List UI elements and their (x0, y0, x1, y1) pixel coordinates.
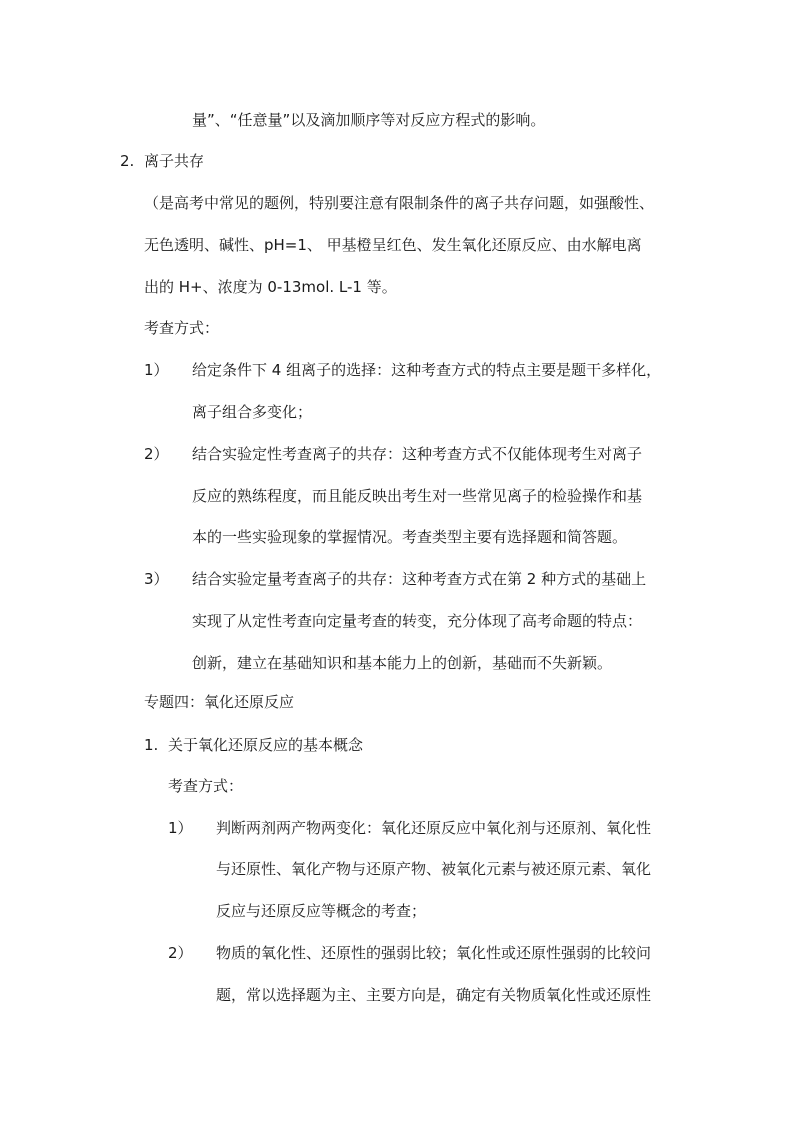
text-line: 反应与还原反应等概念的考查； (216, 902, 427, 920)
list-item-text: 判断两剂两产物两变化：氧化还原反应中氧化剂与还原剂、氧化性 (216, 819, 652, 837)
text-line: 实现了从定性考查向定量考查的转变，充分体现了高考命题的特点： (192, 612, 643, 630)
list-number: 3） (144, 570, 169, 588)
text-line: 题，常以选择题为主、主要方向是，确定有关物质氧化性或还原性 (216, 986, 652, 1004)
list-number: 1. (144, 736, 159, 754)
text-line: 本的一些实验现象的掌握情况。考查类型主要有选择题和简答题。 (192, 528, 628, 546)
text-line: （是高考中常见的题例，特别要注意有限制条件的离子共存问题，如强酸性、 (144, 194, 655, 212)
text-line: 反应的熟练程度，而且能反映出考生对一些常见离子的检验操作和基 (192, 487, 643, 505)
section-heading: 专题四：氧化还原反应 (144, 693, 295, 711)
text-line: 离子组合多变化； (192, 403, 313, 421)
text-line: 出的 H+、浓度为 0-13mol. L-1 等。 (144, 278, 397, 296)
text-line: 创新，建立在基础知识和基本能力上的创新，基础而不失新颖。 (192, 654, 613, 672)
text-line: 考查方式： (168, 777, 244, 795)
list-item-text: 物质的氧化性、还原性的强弱比较；氧化性或还原性强弱的比较问 (216, 944, 652, 962)
list-number: 1） (168, 819, 193, 837)
list-item-text: 结合实验定量考查离子的共存：这种考查方式在第 2 种方式的基础上 (192, 570, 647, 588)
text-line: 量”、“任意量”以及滴加顺序等对反应方程式的影响。 (192, 111, 546, 129)
text-line: 考查方式： (144, 319, 220, 337)
text-line: 无色透明、碱性、pH=1、 甲基橙呈红色、发生氧化还原反应、由水解电离 (144, 236, 642, 254)
list-number: 2） (168, 944, 193, 962)
list-number: 2） (144, 445, 169, 463)
list-number: 2. (120, 152, 135, 170)
subsection-heading: 关于氧化还原反应的基本概念 (168, 736, 364, 754)
list-item-text: 结合实验定性考查离子的共存：这种考查方式不仅能体现考生对离子 (192, 445, 643, 463)
list-item-text: 给定条件下 4 组离子的选择：这种考查方式的特点主要是题干多样化， (192, 361, 662, 379)
section-heading: 离子共存 (144, 152, 205, 170)
list-number: 1） (144, 361, 169, 379)
text-line: 与还原性、氧化产物与还原产物、被氧化元素与被还原元素、氧化 (216, 860, 652, 878)
